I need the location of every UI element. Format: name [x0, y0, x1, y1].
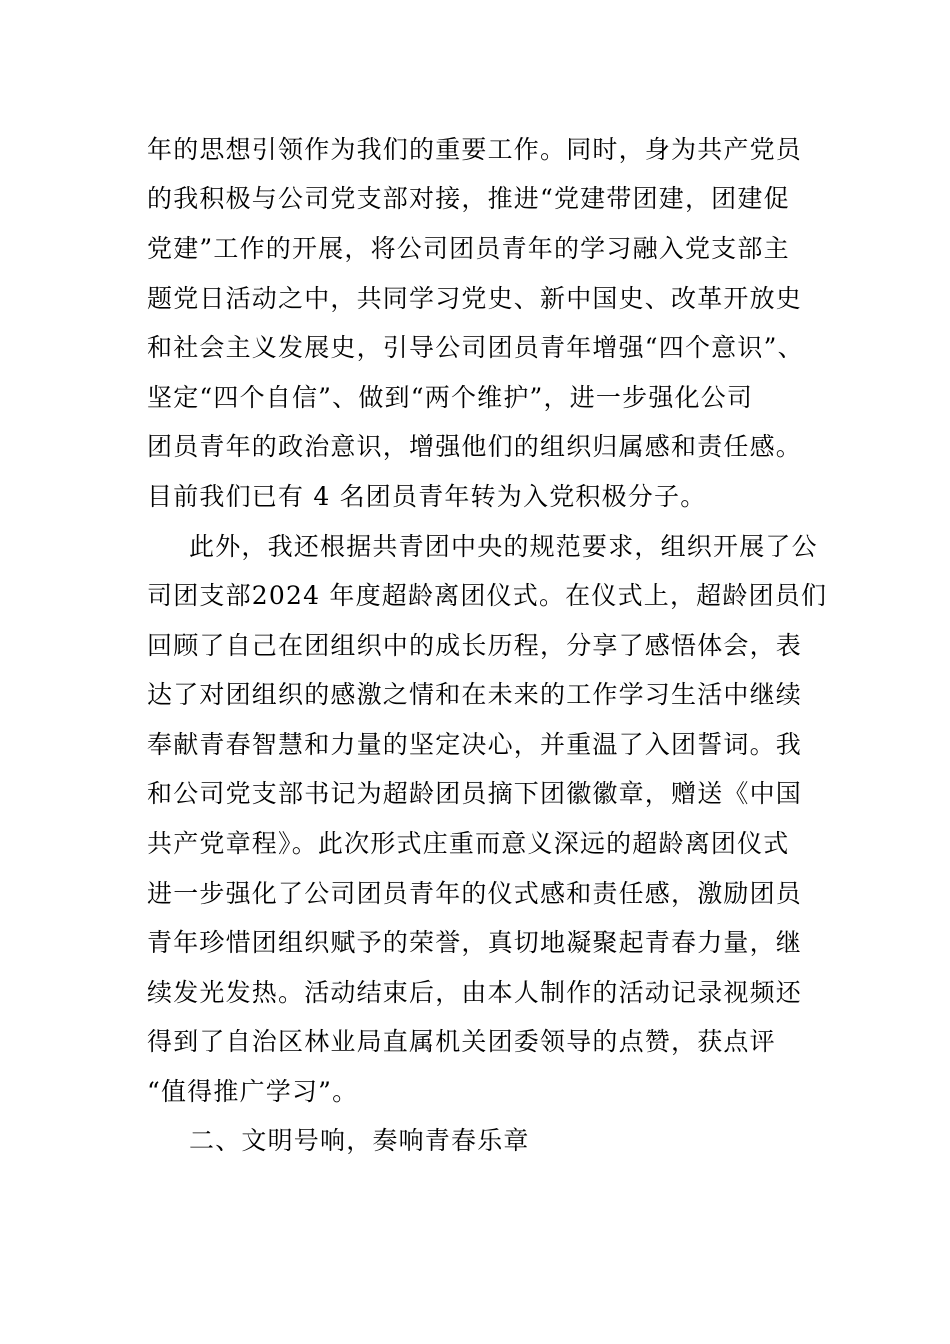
text-line: 青年珍惜团组织赋予的荣誉，真切地凝聚起青春力量，继 [147, 928, 803, 957]
text-line: 得到了自治区林业局直属机关团委领导的点赞，获点评 [147, 1027, 776, 1056]
text-line: 和公司党支部书记为超龄团员摘下团徽徽章，赠送《中国 [147, 779, 803, 808]
text-line: 团员青年的政治意识，增强他们的组织归属感和责任感。 [147, 432, 803, 461]
text-line: 年的思想引领作为我们的重要工作。同时，身为共产党员 [147, 135, 803, 164]
text-line: 坚定“四个自信”、做到“两个维护”，进一步强化公司 [147, 383, 754, 412]
text-line: 共产党章程》。此次形式庄重而意义深远的超龄离团仪式 [147, 829, 790, 858]
text-line: 的我积极与公司党支部对接，推进“党建带团建，团建促 [147, 184, 790, 213]
text-line: 回顾了自己在团组织中的成长历程，分享了感悟体会，表 [147, 631, 803, 660]
text-line: 达了对团组织的感激之情和在未来的工作学习生活中继续 [147, 680, 803, 709]
text-line: 续发光发热。活动结束后，由本人制作的活动记录视频还 [147, 978, 803, 1007]
text-line: 和社会主义发展史，引导公司团员青年增强“四个意识”、 [147, 333, 804, 362]
text-line: 司团支部2024 年度超龄离团仪式。在仪式上，超龄团员们 [147, 581, 828, 610]
text-line: 目前我们已有 4 名团员青年转为入党积极分子。 [147, 482, 707, 511]
text-line: “值得推广学习”。 [147, 1077, 359, 1106]
text-line: 党建”工作的开展，将公司团员青年的学习融入党支部主 [147, 234, 790, 263]
text-line: 奉献青春智慧和力量的坚定决心，并重温了入团誓词。我 [147, 730, 803, 759]
text-line: 题党日活动之中，共同学习党史、新中国史、改革开放史 [147, 284, 803, 313]
paragraph-start-line: 此外，我还根据共青团中央的规范要求，组织开展了公 [189, 532, 818, 561]
section-heading: 二、文明号响，奏响青春乐章 [189, 1126, 530, 1155]
text-line: 进一步强化了公司团员青年的仪式感和责任感，激励团员 [147, 879, 803, 908]
